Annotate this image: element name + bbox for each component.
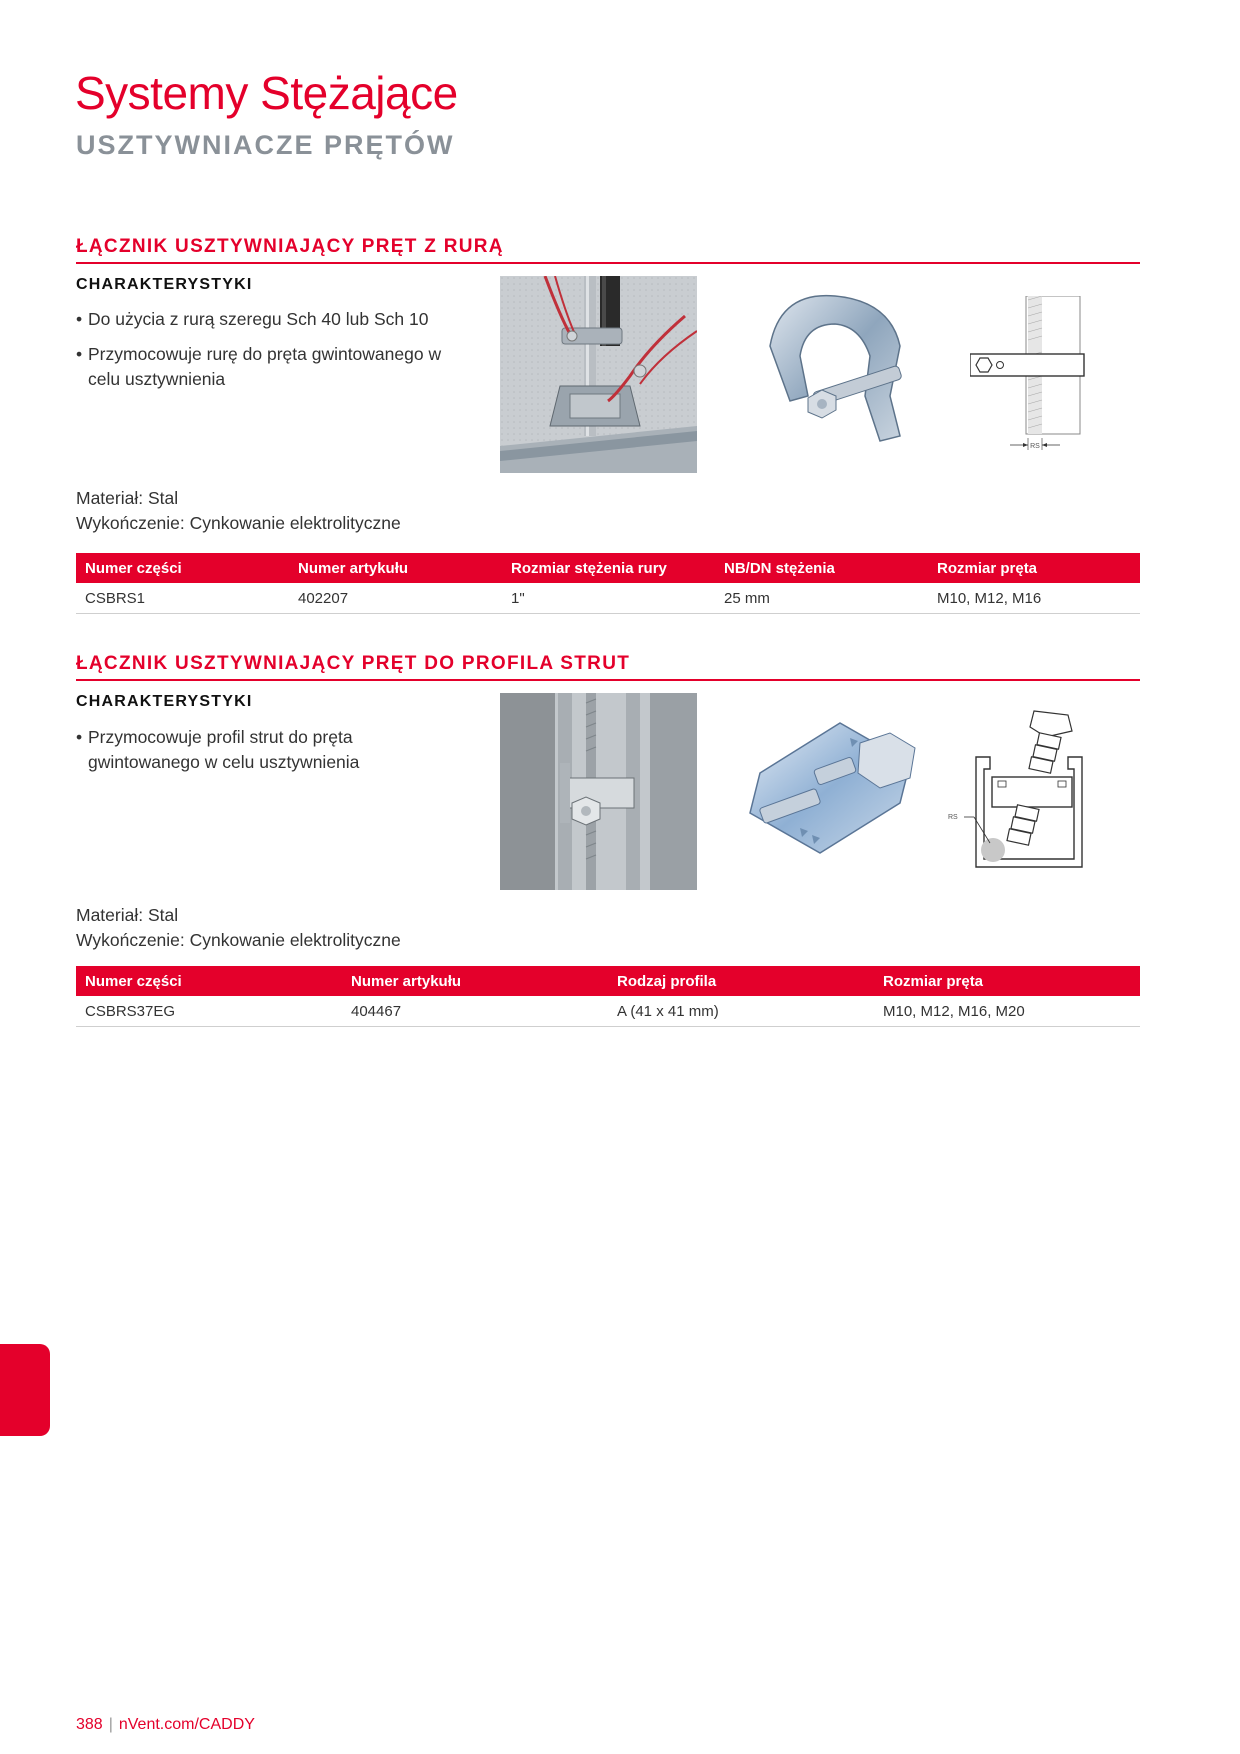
table-cell: M10, M12, M16, M20: [874, 996, 1140, 1027]
table-cell: CSBRS1: [76, 583, 289, 614]
table-cell: 404467: [342, 996, 608, 1027]
section-1-technical-diagram: [970, 296, 1090, 452]
table-header-cell: Rozmiar stężenia rury: [502, 553, 715, 583]
section-2-spec-table: [76, 966, 1140, 1027]
section-1-material: Materiał: Stal: [76, 488, 179, 508]
section-1-diagram-label: RS: [1030, 443, 1040, 450]
section-2-installation-photo: [500, 693, 697, 890]
list-item: • Przymocowuje profil strut do pręta gwintowanego w celu usztywnienia: [76, 725, 456, 775]
section-2-bullet-list: [76, 725, 456, 785]
section-2-finish: Wykończenie: Cynkowanie elektrolityczne: [76, 930, 401, 950]
section-2-diagram-label: RS: [948, 814, 958, 821]
page-title: Systemy Stężające: [75, 67, 458, 119]
section-2-technical-diagram: [940, 705, 1090, 875]
section-2-characteristics-heading: CHARAKTERYSTYKI: [76, 693, 253, 710]
list-item: • Przymocowuje rurę do pręta gwintowanego w celu usztywnienia: [76, 342, 456, 392]
section-2-material: Materiał: Stal: [76, 905, 179, 925]
list-item: • Do użycia z rurą szeregu Sch 40 lub Sch 10: [76, 307, 456, 332]
section-1-bullet-list: [76, 307, 456, 402]
table-row: [76, 583, 1140, 614]
table-header-cell: Rozmiar pręta: [928, 553, 1140, 583]
table-header-cell: Numer artykułu: [342, 966, 608, 996]
page-footer: [76, 1716, 255, 1734]
table-cell: A (41 x 41 mm): [608, 996, 874, 1027]
section-1-spec-table: [76, 553, 1140, 614]
section-2-product-photo: [740, 703, 940, 873]
table-header-cell: Rozmiar pręta: [874, 966, 1140, 996]
table-cell: CSBRS37EG: [76, 996, 342, 1027]
section-1-divider: [76, 262, 1140, 264]
section-2-title: ŁĄCZNIK USZTYWNIAJĄCY PRĘT DO PROFILA STRUT: [76, 653, 631, 674]
section-1-characteristics-heading: CHARAKTERYSTYKI: [76, 276, 253, 293]
table-cell: 1": [502, 583, 715, 614]
website-link[interactable]: nVent.com/CADDY: [118, 1716, 255, 1733]
section-2-divider: [76, 679, 1140, 681]
section-1-product-photo: [750, 286, 930, 466]
table-cell: M10, M12, M16: [928, 583, 1140, 614]
table-row: [76, 996, 1140, 1027]
page-number: 388: [76, 1716, 103, 1733]
table-header-row: [76, 966, 1140, 996]
section-1-installation-photo: [500, 276, 697, 473]
table-header-cell: Rodzaj profila: [608, 966, 874, 996]
footer-separator: |: [108, 1716, 113, 1733]
table-header-cell: Numer artykułu: [289, 553, 502, 583]
page-subtitle: USZTYWNIACZE PRĘTÓW: [76, 130, 455, 160]
section-1-finish: Wykończenie: Cynkowanie elektrolityczne: [76, 513, 401, 533]
table-header-cell: Numer części: [76, 553, 289, 583]
table-header-row: [76, 553, 1140, 583]
table-cell: 402207: [289, 583, 502, 614]
table-header-cell: NB/DN stężenia: [715, 553, 928, 583]
chapter-side-tab: [0, 1344, 50, 1436]
table-header-cell: Numer części: [76, 966, 342, 996]
section-1-title: ŁĄCZNIK USZTYWNIAJĄCY PRĘT Z RURĄ: [76, 236, 504, 257]
table-cell: 25 mm: [715, 583, 928, 614]
